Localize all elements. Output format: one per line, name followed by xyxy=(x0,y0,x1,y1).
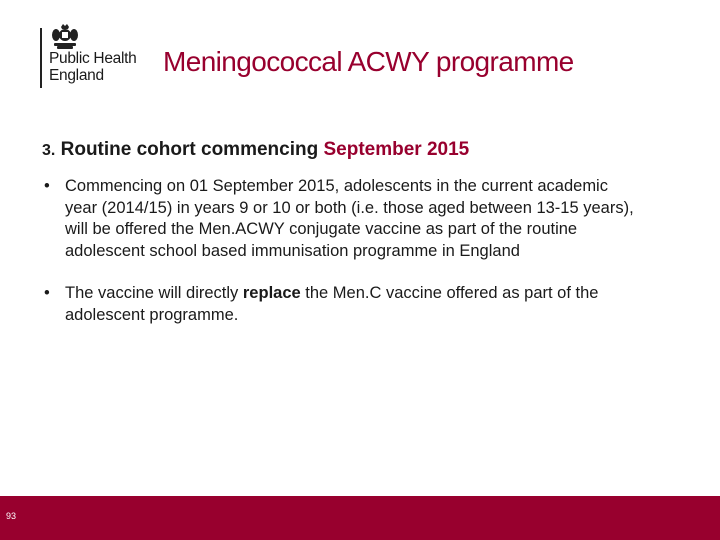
page-number: 93 xyxy=(6,511,17,521)
logo-wordmark xyxy=(49,50,136,84)
bullet-item xyxy=(44,176,644,262)
bullet-list xyxy=(44,176,644,326)
bullet-marker: • xyxy=(44,284,50,302)
bullet-item xyxy=(44,283,644,326)
section-heading-text: Routine cohort commencing xyxy=(60,139,319,160)
bullet-text: Commencing on 01 September 2015, adolescents in the current academic year (2014/15) in years 9 or 10 or both (i.e. those aged between 13-15 years), will be offered the Men.ACWY conjugate vaccine as part of the routine adolescent school based immunisation programme in England xyxy=(65,177,634,260)
bullet-text-before: The vaccine will directly xyxy=(65,284,243,302)
logo-divider xyxy=(40,28,42,88)
bullet-text-after: the Men.C vaccine offered as part of the adolescent programme. xyxy=(65,284,599,324)
footer-bar xyxy=(0,496,720,540)
bullet-emphasis: replace xyxy=(242,284,301,302)
section-heading-highlight: September 2015 xyxy=(323,139,470,160)
section-number: 3. xyxy=(42,142,56,159)
section-heading xyxy=(42,139,469,161)
logo-line: Public Health xyxy=(49,50,137,67)
royal-crest-icon xyxy=(50,24,80,50)
bullet-marker: • xyxy=(44,177,50,195)
slide-title: Meningococcal ACWY programme xyxy=(163,46,574,77)
phe-logo xyxy=(40,24,150,90)
logo-line: England xyxy=(49,67,104,84)
